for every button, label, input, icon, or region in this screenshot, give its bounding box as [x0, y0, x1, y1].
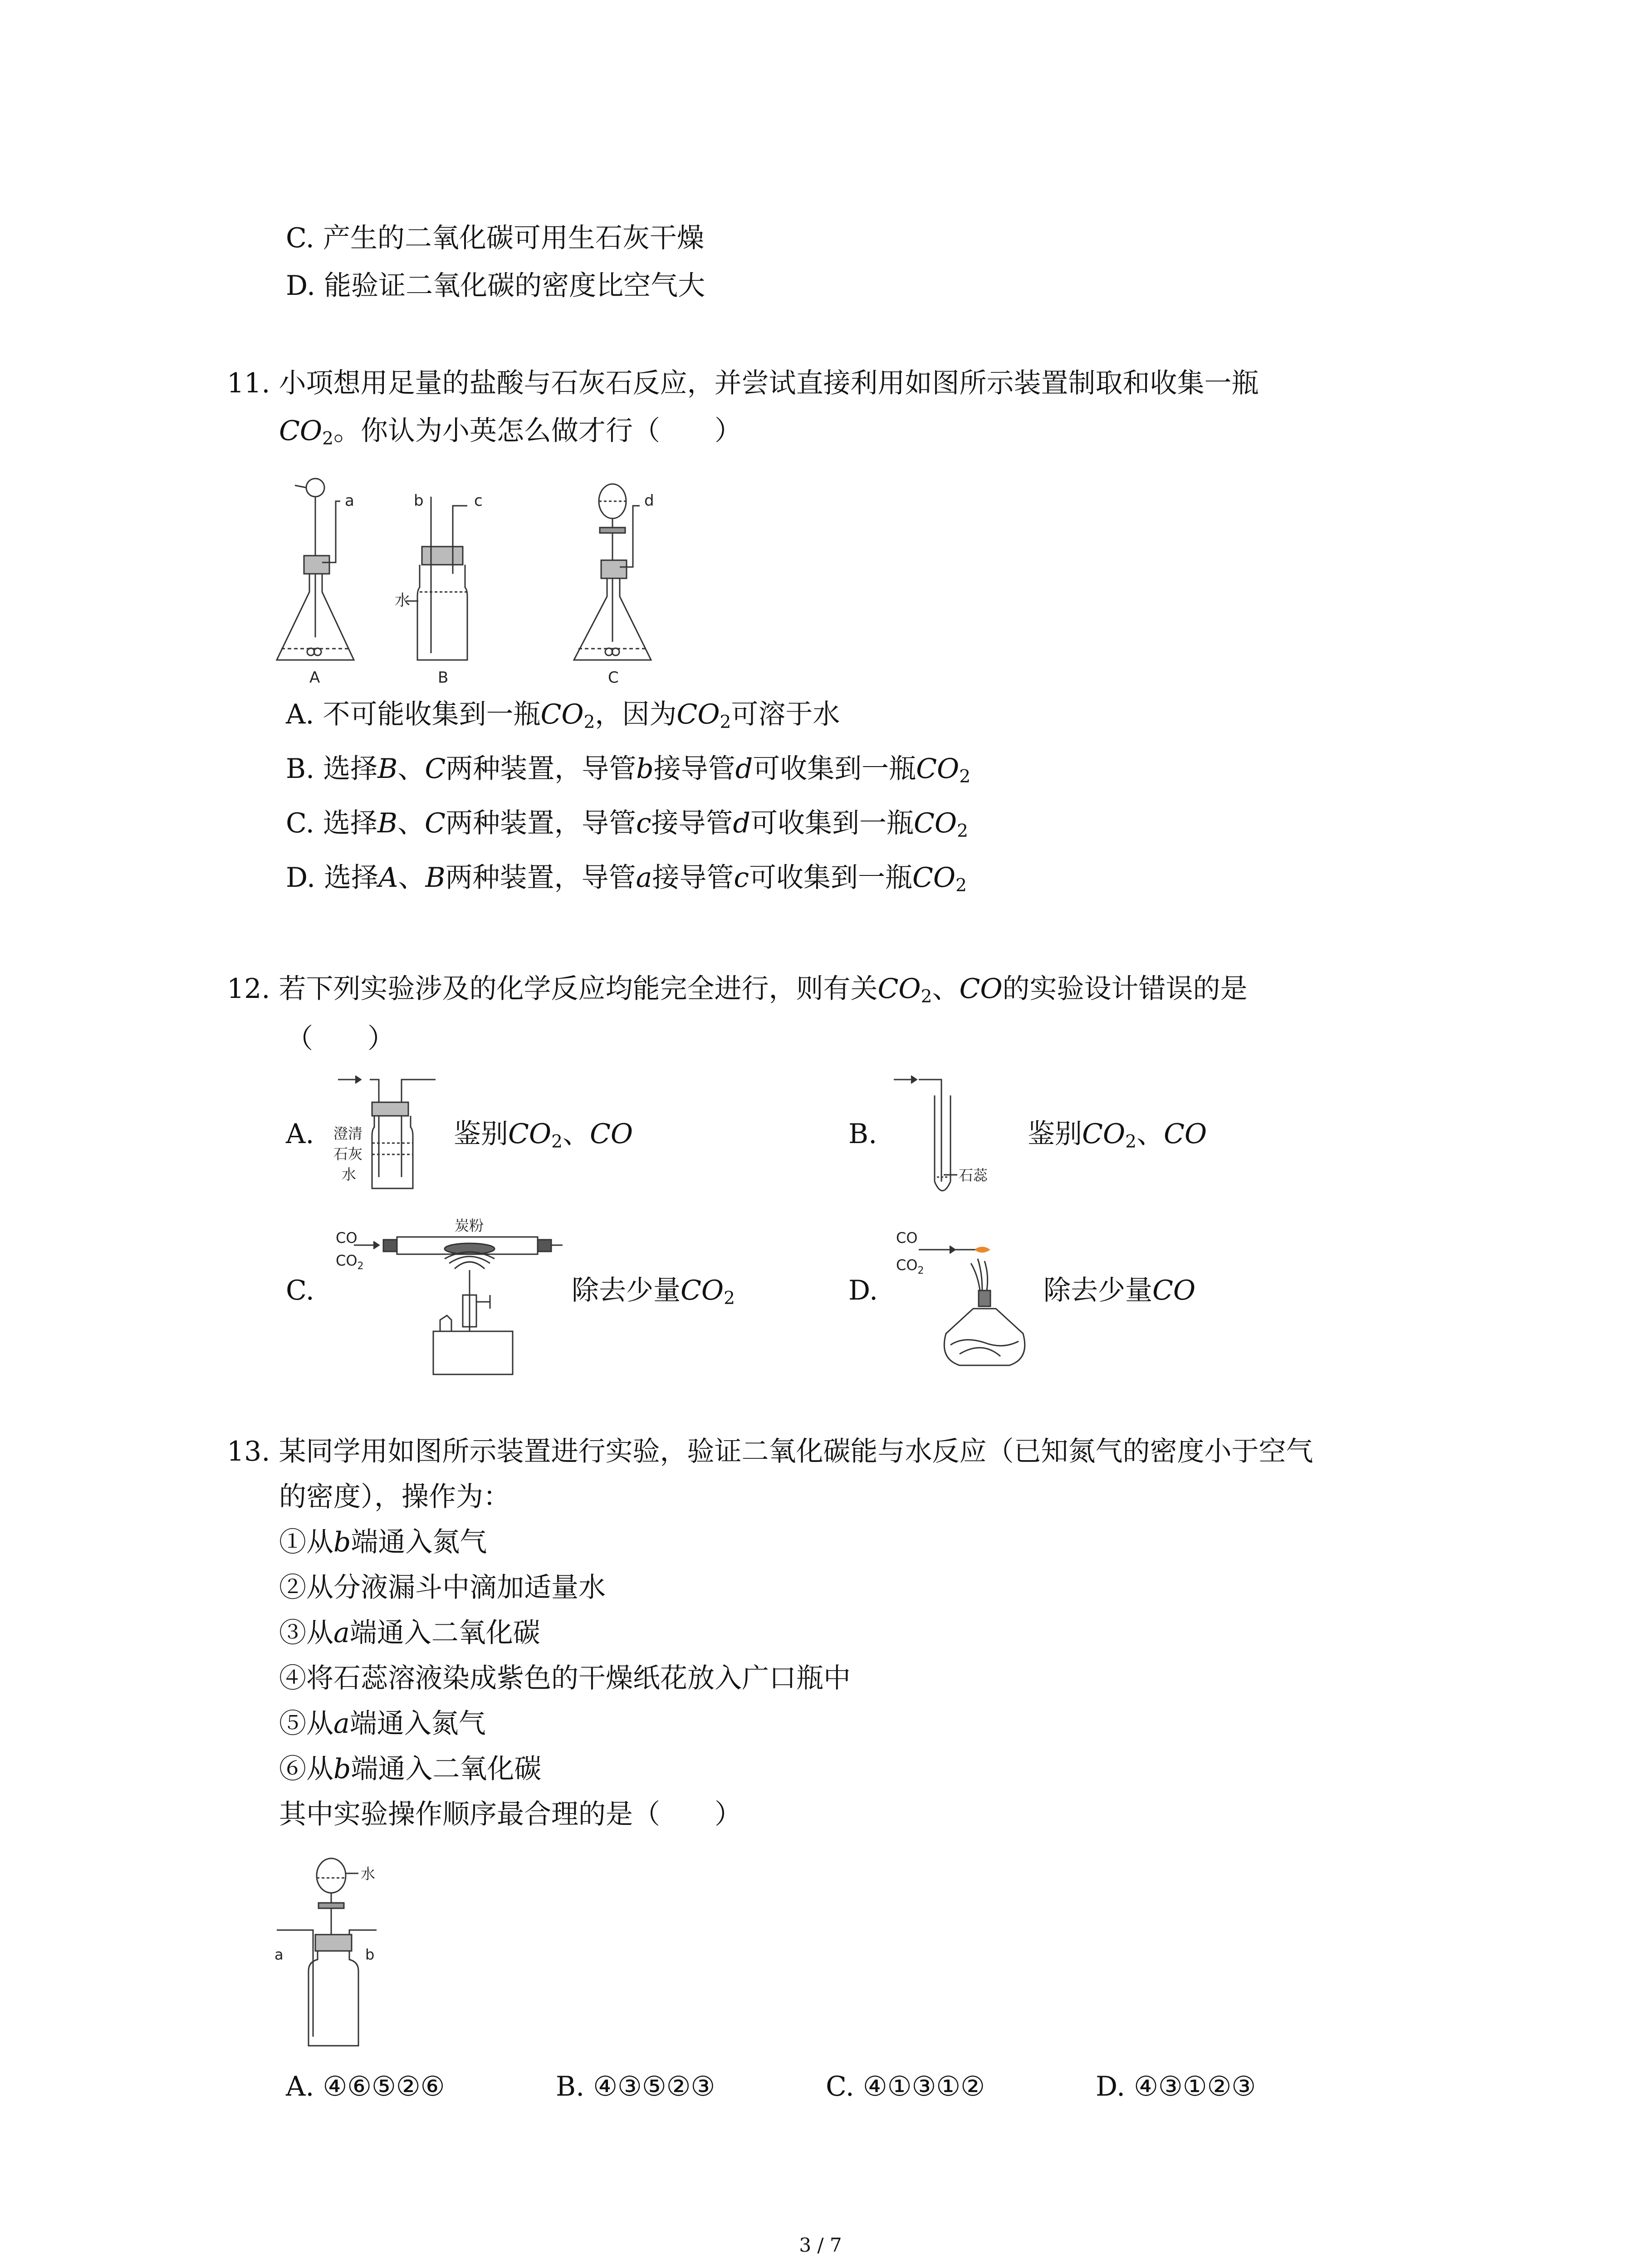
- q13-option-d: D. ④③①②③: [1096, 2071, 1256, 2102]
- q13-apparatus-figure: [272, 1842, 408, 2055]
- q12-a-figure: [333, 1068, 447, 1209]
- svg-text:石蕊: 石蕊: [959, 1167, 988, 1184]
- q11-apparatus-figure: [272, 469, 681, 687]
- page-number: 3 / 7: [799, 2234, 842, 2256]
- q12-b-figure: [892, 1068, 1019, 1204]
- q13-step-5: ⑤从a端通入氮气: [279, 1708, 486, 1740]
- q12-option-c-letter: C.: [286, 1275, 314, 1306]
- q12-d-figure: [892, 1222, 1041, 1372]
- svg-text:c: c: [474, 492, 483, 510]
- svg-text:A: A: [309, 669, 320, 687]
- q13-question: 其中实验操作顺序最合理的是（ ）: [279, 1799, 742, 1830]
- q13-step-4: ④将石蕊溶液染成紫色的干燥纸花放入广口瓶中: [279, 1662, 851, 1694]
- q13-option-a: A. ④⑥⑤②⑥: [286, 2071, 445, 2102]
- svg-text:B: B: [438, 669, 449, 687]
- svg-text:炭粉: 炭粉: [455, 1217, 484, 1234]
- q13-option-c: C. ④①③①②: [826, 2071, 985, 2102]
- q11-option-b: B. 选择B、C两种装置，导管b接导管d可收集到一瓶$CO_2$: [286, 753, 971, 787]
- svg-text:C: C: [608, 669, 619, 687]
- q13-option-b: B. ④③⑤②③: [556, 2071, 715, 2102]
- q13-step-1: ①从b端通入氮气: [279, 1526, 487, 1558]
- q13-stem-line2: 的密度），操作为：: [279, 1481, 510, 1513]
- svg-text:石灰: 石灰: [333, 1145, 363, 1163]
- svg-text:d: d: [644, 492, 654, 510]
- q11-stem-line1: 11. 小项想用足量的盐酸与石灰石反应，并尝试直接利用如图所示装置制取和收集一瓶: [227, 367, 1259, 399]
- q12-stem-line1: 12. 若下列实验涉及的化学反应均能完全进行，则有关$CO_2$、CO的实验设计错误的是: [227, 973, 1248, 1007]
- q12-option-c-text: 除去少量$CO_2$: [572, 1275, 735, 1309]
- q13-stem-line1: 13. 某同学用如图所示装置进行实验，验证二氧化碳能与水反应（已知氮气的密度小于空气: [227, 1436, 1313, 1467]
- svg-text:CO: CO: [896, 1229, 918, 1246]
- q12-option-b-text: 鉴别$CO_2$、CO: [1028, 1118, 1207, 1152]
- q12-option-b-letter: B.: [848, 1118, 877, 1150]
- q13-step-2: ②从分液漏斗中滴加适量水: [279, 1572, 606, 1603]
- svg-text:水: 水: [395, 591, 410, 610]
- svg-text:b: b: [414, 492, 424, 510]
- svg-text:澄清: 澄清: [333, 1125, 363, 1142]
- svg-text:水: 水: [342, 1166, 357, 1183]
- q10-option-c: C. 产生的二氧化碳可用生石灰干燥: [286, 222, 704, 254]
- svg-text:CO2: $CO_2$: [896, 1256, 924, 1276]
- q12-option-d-letter: D.: [848, 1275, 878, 1306]
- svg-text:b: b: [365, 1946, 375, 1963]
- q11-option-d: D. 选择A、B两种装置，导管a接导管c可收集到一瓶$CO_2$: [286, 862, 967, 896]
- q12-stem-line2: （ ）: [286, 1023, 395, 1055]
- svg-text:CO2: $CO_2$: [336, 1252, 364, 1272]
- q13-step-3: ③从a端通入二氧化碳: [279, 1617, 540, 1649]
- q12-c-figure: [336, 1218, 563, 1381]
- q11-option-a: A. 不可能收集到一瓶$CO_2$，因为$CO_2$可溶于水: [286, 699, 840, 733]
- q12-option-a-text: 鉴别$CO_2$、CO: [454, 1118, 633, 1152]
- svg-text:a: a: [274, 1946, 284, 1963]
- svg-text:CO: CO: [336, 1229, 358, 1246]
- q11-stem-line2: $CO_2$。你认为小英怎么做才行（ ）: [279, 415, 742, 449]
- svg-text:水: 水: [361, 1865, 376, 1882]
- q12-option-d-text: 除去少量CO: [1043, 1275, 1196, 1306]
- q11-option-c: C. 选择B、C两种装置，导管c接导管d可收集到一瓶$CO_2$: [286, 807, 968, 841]
- svg-text:a: a: [345, 492, 354, 510]
- q13-step-6: ⑥从b端通入二氧化碳: [279, 1753, 542, 1785]
- q12-option-a-letter: A.: [286, 1118, 314, 1150]
- q10-option-d: D. 能验证二氧化碳的密度比空气大: [286, 270, 705, 302]
